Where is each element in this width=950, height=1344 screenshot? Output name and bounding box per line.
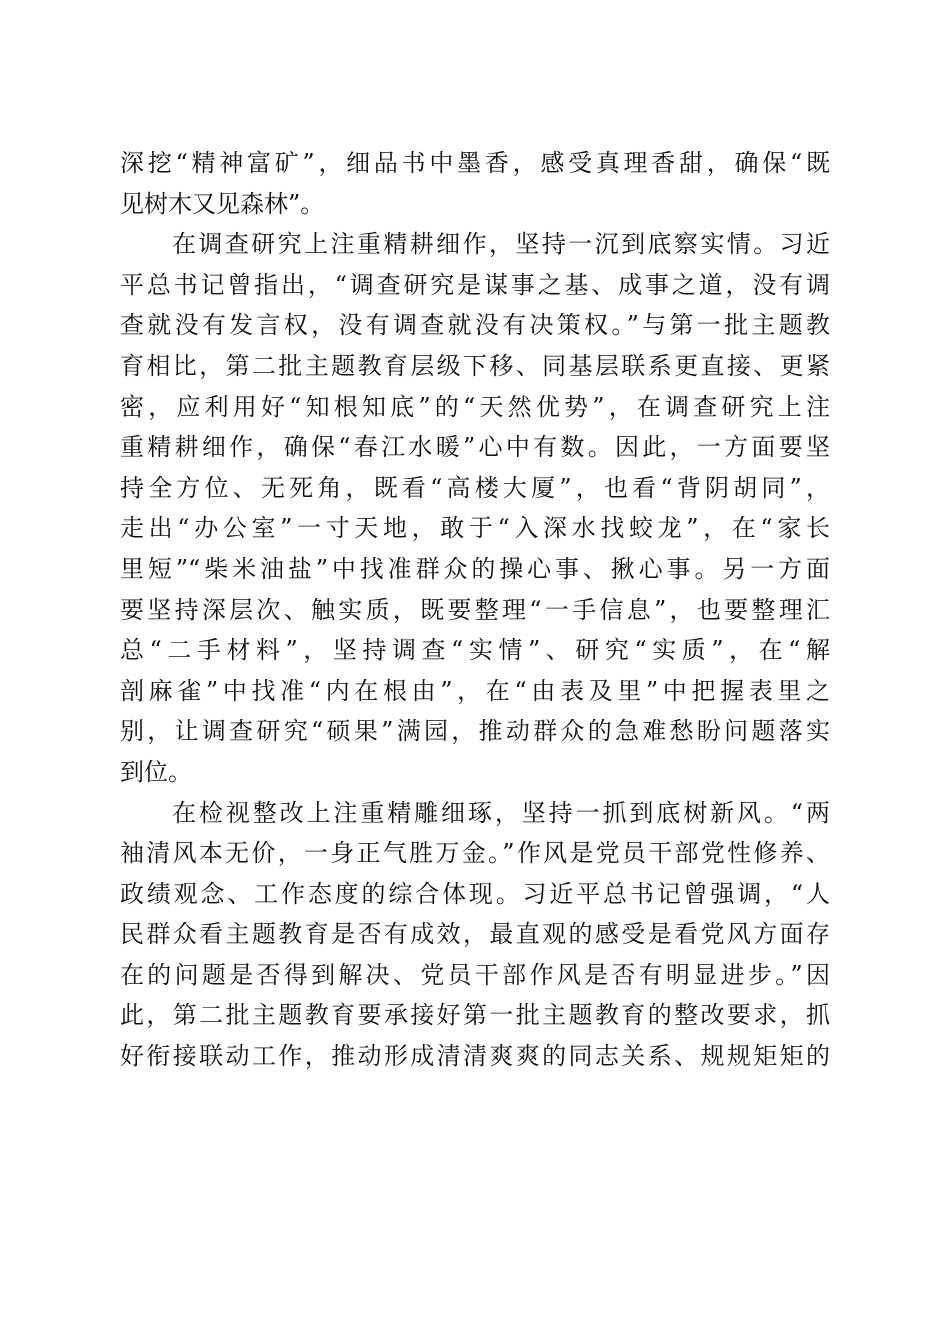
text-line: 此，第二批主题教育要承接好第一批主题教育的整改要求，抓 — [120, 1001, 830, 1030]
text-line: 政绩观念、工作态度的综合体现。习近平总书记曾强调，“人 — [120, 879, 830, 908]
text-line: 总“二手材料”，坚持调查“实情”、研究“实质”，在“解 — [120, 636, 830, 665]
text-line: 在的问题是否得到解决、党员干部作风是否有明显进步。”因 — [120, 960, 830, 989]
text-line: 别，让调查研究“硕果”满园，推动群众的急难愁盼问题落实 — [120, 717, 830, 746]
text-line: 好衔接联动工作，推动形成清清爽爽的同志关系、规规矩矩的 — [120, 1042, 830, 1071]
text-line: 见树木又见森林”。 — [120, 189, 325, 218]
body-text — [120, 143, 830, 1077]
text-line: 里短”“柴米油盐”中找准群众的操心事、揪心事。另一方面 — [120, 554, 830, 583]
text-line: 查就没有发言权，没有调查就没有决策权。”与第一批主题教 — [120, 311, 830, 340]
text-line: 育相比，第二批主题教育层级下移、同基层联系更直接、更紧 — [120, 351, 830, 380]
text-line: 走出“办公室”一寸天地，敢于“入深水找蛟龙”，在“家长 — [120, 514, 830, 543]
paragraph-first-line: 在检视整改上注重精雕细琢，坚持一抓到底树新风。“两 — [172, 798, 830, 827]
paragraph-first-line: 在调查研究上注重精耕细作，坚持一沉到底察实情。习近 — [172, 230, 830, 259]
text-line: 民群众看主题教育是否有成效，最直观的感受是看党风方面存 — [120, 920, 830, 949]
text-line: 重精耕细作，确保“春江水暖”心中有数。因此，一方面要坚 — [120, 433, 830, 462]
text-line: 要坚持深层次、触实质，既要整理“一手信息”，也要整理汇 — [120, 595, 830, 624]
text-line: 到位。 — [120, 757, 192, 786]
text-line: 深挖“精神富矿”，细品书中墨香，感受真理香甜，确保“既 — [120, 149, 830, 177]
text-line: 平总书记曾指出，“调查研究是谋事之基、成事之道，没有调 — [120, 270, 830, 299]
text-line: 剖麻雀”中找准“内在根由”，在“由表及里”中把握表里之 — [120, 676, 830, 705]
text-line: 密，应利用好“知根知底”的“天然优势”，在调查研究上注 — [120, 392, 830, 421]
text-line: 袖清风本无价，一身正气胜万金。”作风是党员干部党性修养、 — [120, 839, 830, 868]
text-line: 持全方位、无死角，既看“高楼大厦”，也看“背阴胡同”， — [120, 473, 830, 502]
